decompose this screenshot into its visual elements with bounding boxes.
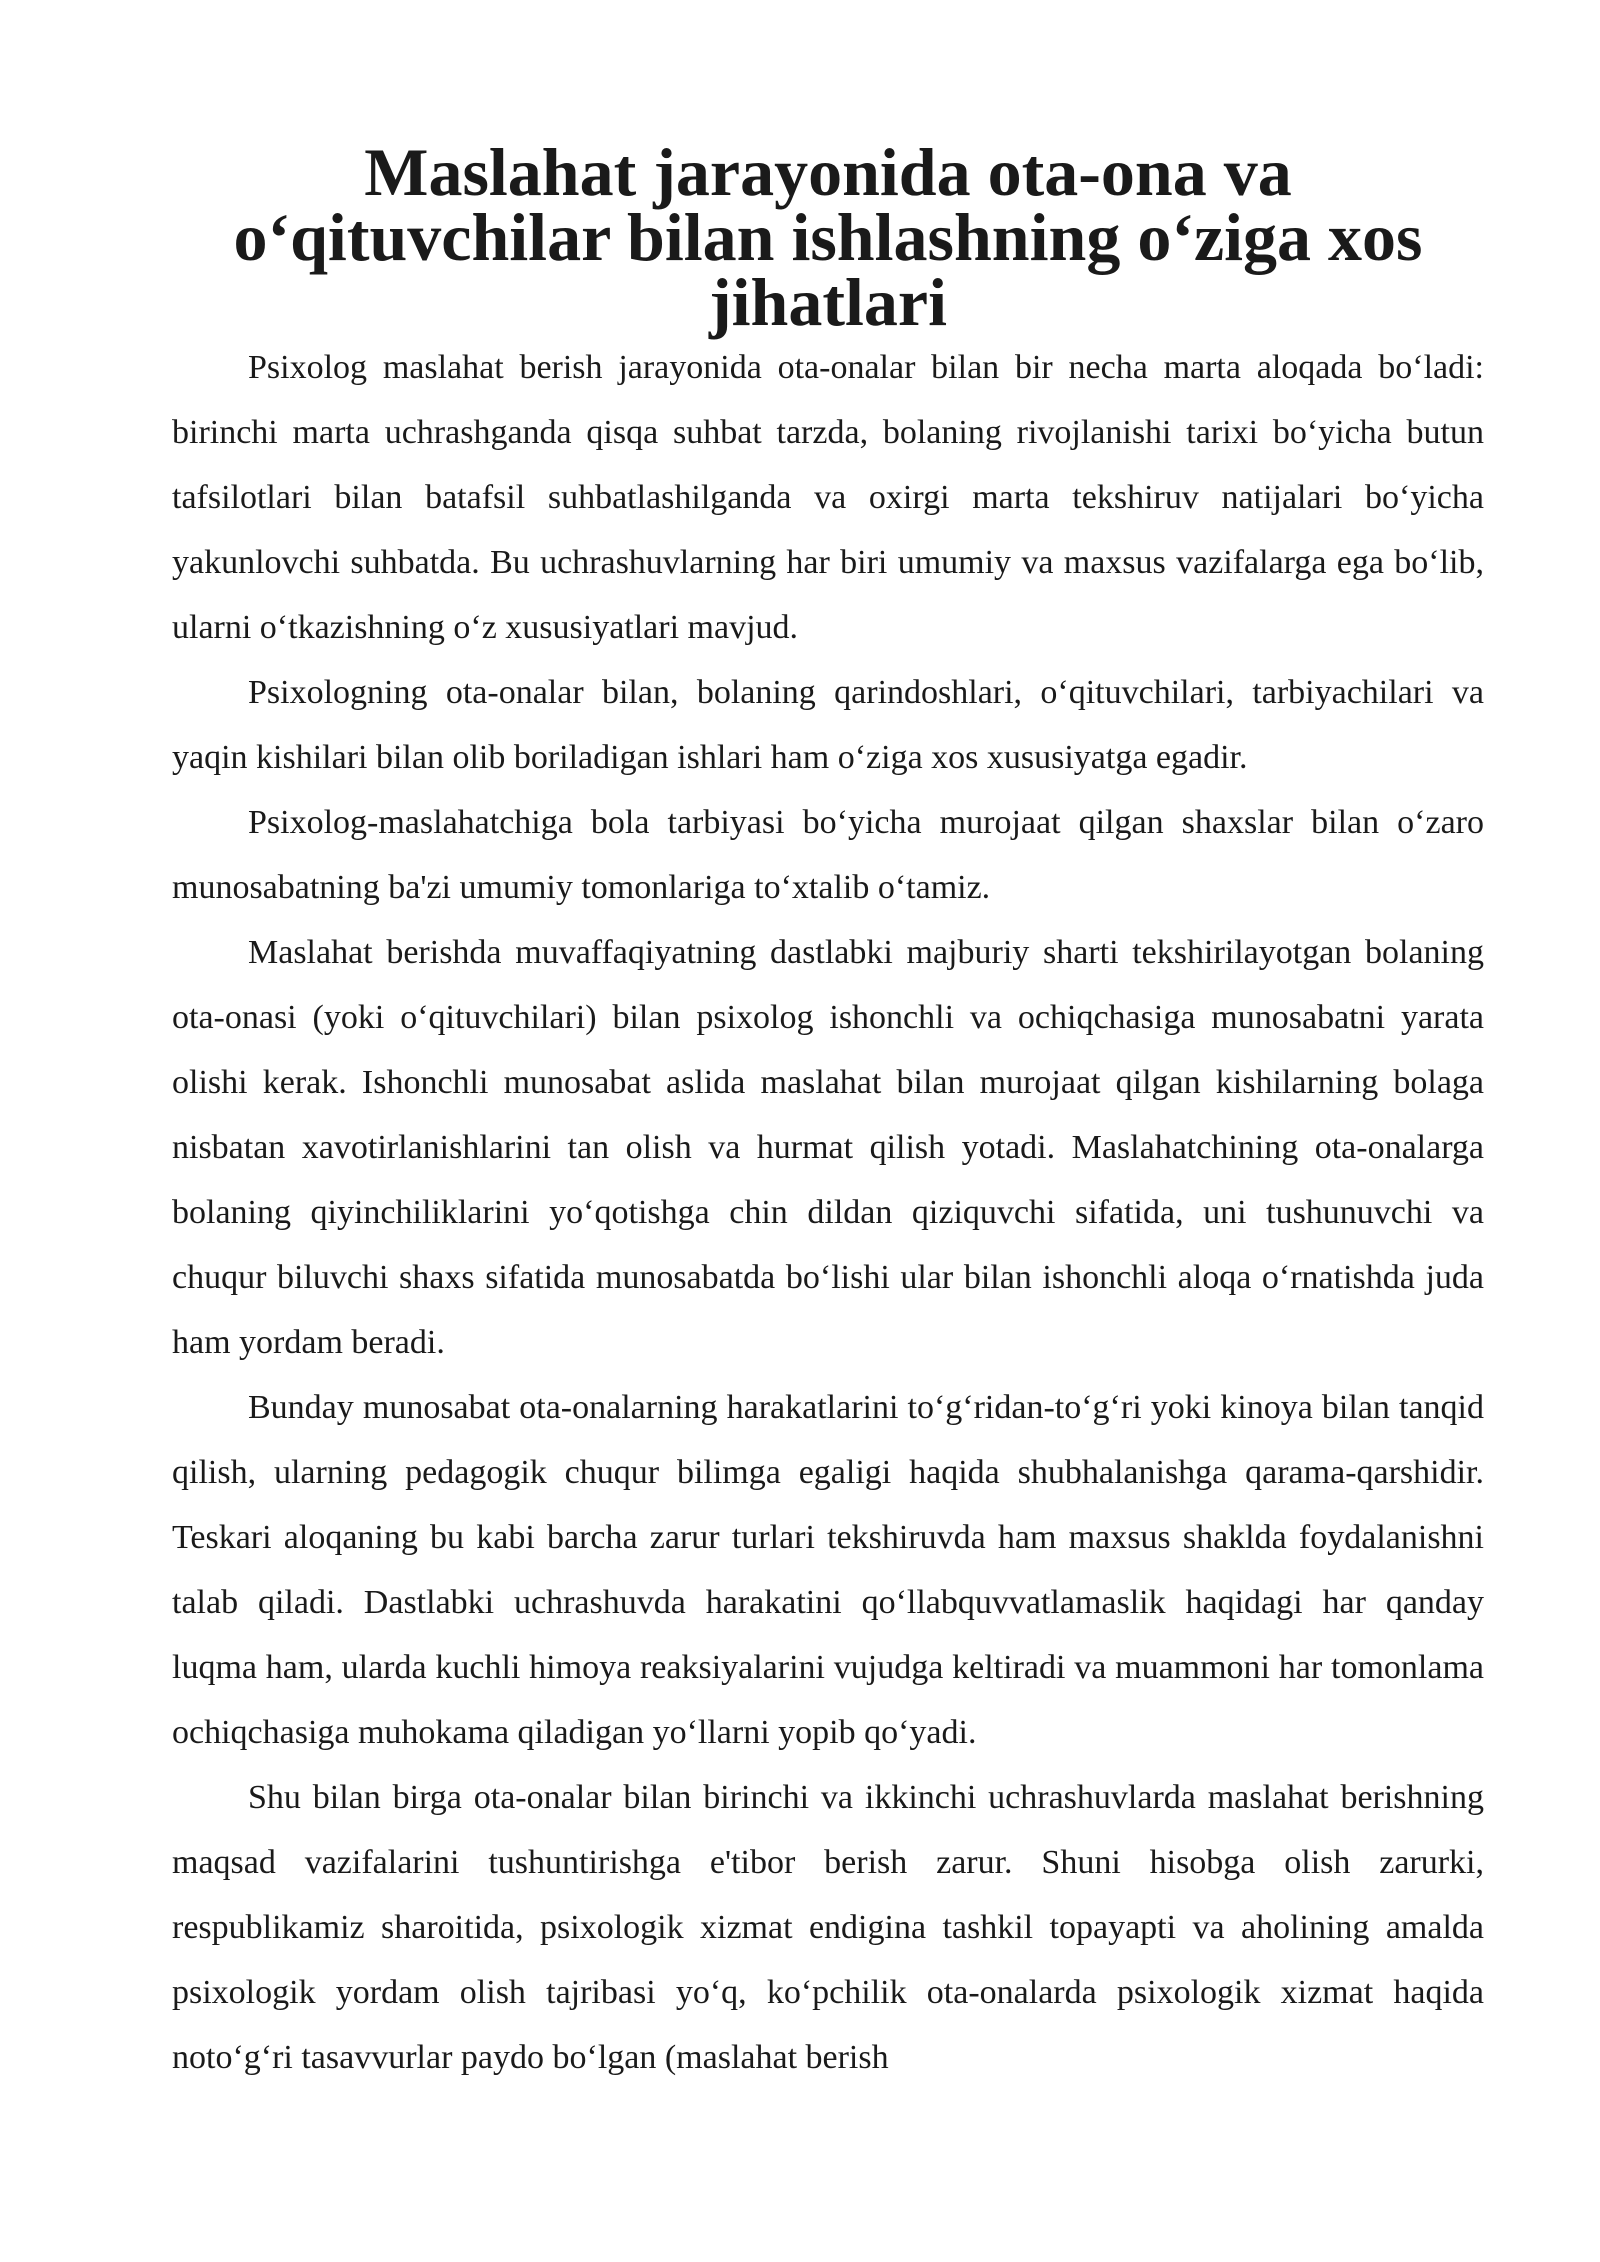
paragraph-5: Bunday munosabat ota-onalarning harakatlarini to‘g‘ridan-to‘g‘ri yoki kinoya bilan tanqid qilish, ularning pedagogik chuqur bilimga egaligi haqida shubhalanishga qarama-qarshidir. Teskari aloqaning bu kabi barcha zarur turlari tekshiruvda ham maxsus shaklda foydalanishni talab qiladi. Dastlabki uchrashuvda harakatini qo‘llabquvvatlamaslik haqidagi har qanday luqma ham, ularda kuchli himoya reaksiyalarini vujudga keltiradi va muammoni har tomonlama ochiqchasiga muhokama qiladigan yo‘llarni yopib qo‘yadi. xyxy=(172,1389,1484,1751)
document-page xyxy=(172,134,1484,2090)
paragraph-4: Maslahat berishda muvaffaqiyatning dastlabki majburiy sharti tekshirilayotgan bolaning ota-onasi (yoki o‘qituvchilari) bilan psixolog ishonchli va ochiqchasiga munosabatni yarata olishi kerak. Ishonchli munosabat aslida maslahat bilan murojaat qilgan kishilarning bolaga nisbatan xavotirlanishlarini tan olish va hurmat qilish yotadi. Maslahatchining ota-onalarga bolaning qiyinchiliklarini yo‘qotishga chin dildan qiziquvchi sifatida, uni tushunuvchi va chuqur biluvchi shaxs sifatida munosabatda bo‘lishi ular bilan ishonchli aloqa o‘rnatishda juda ham yordam beradi. xyxy=(172,934,1484,1361)
paragraph-6: Shu bilan birga ota-onalar bilan birinchi va ikkinchi uchrashuvlarda maslahat berishning maqsad vazifalarini tushuntirishga e'tibor berish zarur. Shuni hisobga olish zarurki, respublikamiz sharoitida, psixologik xizmat endigina tashkil topayapti va aholining amalda psixologik yordam olish tajribasi yo‘q, ko‘pchilik ota-onalarda psixologik xizmat haqida noto‘g‘ri tasavvurlar paydo bo‘lgan (maslahat berish xyxy=(172,1779,1484,2076)
paragraph-3: Psixolog-maslahatchiga bola tarbiyasi bo‘yicha murojaat qilgan shaxslar bilan o‘zaro munosabatning ba'zi umumiy tomonlariga to‘xtalib o‘tamiz. xyxy=(172,804,1484,906)
document-title: Maslahat jarayonida ota-ona va o‘qituvchilar bilan ishlashning o‘ziga xos jihatlari xyxy=(233,134,1423,340)
paragraph-1: Psixolog maslahat berish jarayonida ota-onalar bilan bir necha marta aloqada bo‘ladi: birinchi marta uchrashganda qisqa suhbat tarzda, bolaning rivojlanishi tarixi bo‘yicha butun tafsilotlari bilan batafsil suhbatlashilganda va oxirgi marta tekshiruv natijalari bo‘yicha yakunlovchi suhbatda. Bu uchrashuvlarning har biri umumiy va maxsus vazifalarga ega bo‘lib, ularni o‘tkazishning o‘z xususiyatlari mavjud. xyxy=(172,349,1484,646)
paragraph-2: Psixologning ota-onalar bilan, bolaning qarindoshlari, o‘qituvchilari, tarbiyachilari va yaqin kishilari bilan olib boriladigan ishlari ham o‘ziga xos xususiyatga egadir. xyxy=(172,674,1484,776)
